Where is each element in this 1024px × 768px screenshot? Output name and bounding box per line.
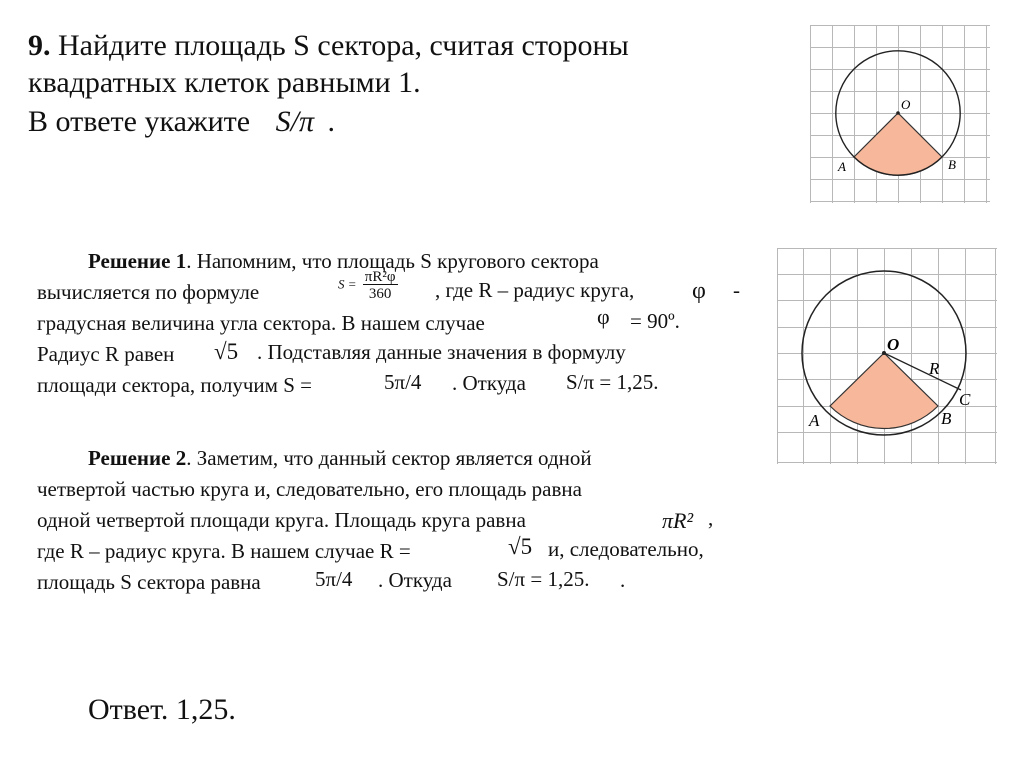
solution2-line3: одной четвертой площади круга. Площадь круга равна (37, 508, 526, 532)
sector-2 (830, 353, 938, 429)
pi-r-squared: πR² (662, 508, 694, 533)
solution1-line5a: площади сектора, получим S = (37, 373, 312, 397)
sector-1 (854, 113, 942, 175)
solution1-line5b: . Откуда (452, 371, 526, 395)
label-a-1: A (838, 159, 846, 174)
problem-instruction: В ответе укажите (28, 105, 251, 138)
solution2-heading: Решение 2 (88, 446, 187, 470)
solution1-value: 5π/4 (384, 370, 422, 394)
solution1-line4b: . Подставляя данные значения в формулу (257, 340, 626, 364)
formula-denominator: 360 (368, 286, 392, 302)
problem-expr: S/π (275, 105, 314, 138)
label-b-1: B (948, 157, 956, 172)
solution2-line5b: . Откуда (378, 568, 452, 592)
sector-area-formula (338, 270, 398, 301)
formula-left: S = (338, 276, 357, 292)
sqrt5-1: √5 (214, 339, 239, 364)
solution1-line3a: градусная величина угла сектора. В нашем случае (37, 311, 485, 335)
solution2-value: 5π/4 (315, 567, 353, 591)
label-o-2: O (887, 335, 900, 354)
label-c: C (959, 390, 971, 409)
solution2-tail: . (620, 568, 626, 592)
solution2-comma: , (708, 506, 714, 530)
problem-text-line2: квадратных клеток равными 1. (28, 66, 421, 99)
problem-text-line3 (28, 105, 335, 139)
label-r: R (929, 359, 940, 378)
label-a-2: A (809, 411, 820, 430)
solution2-line5a: площадь S сектора равна (37, 570, 261, 594)
solution1-heading: Решение 1 (88, 249, 187, 273)
solution2-result: S/π = 1,25. (497, 567, 590, 591)
solution2-line4b: и, следовательно, (548, 537, 704, 561)
solution1-line2b: , где R – радиус круга, (435, 278, 635, 302)
phi-symbol-2: φ (597, 304, 610, 329)
solution2-line2: четвертой частью круга и, следовательно, его площадь равна (37, 477, 582, 501)
grid-1 (810, 25, 990, 203)
solution1-result: S/π = 1,25. (566, 370, 659, 394)
label-o-1: O (901, 97, 911, 112)
answer: Ответ. 1,25. (88, 693, 236, 726)
solution2-line1: . Заметим, что данный сектор является одной (186, 446, 592, 470)
problem-statement (28, 27, 748, 101)
figure-2 (777, 248, 997, 464)
center-point-1 (896, 111, 900, 115)
phi-value: = 90º. (630, 309, 680, 333)
sqrt5-2: √5 (508, 534, 533, 559)
problem-number: 9. (28, 29, 51, 62)
center-point-2 (882, 351, 886, 355)
problem-text-line1: Найдите площадь S сектора, считая стороны (50, 29, 629, 62)
formula-numerator: πR²φ (364, 269, 396, 285)
dash: - (733, 278, 740, 302)
solution1-line1: . Напомним, что площадь S кругового сектора (186, 249, 599, 273)
label-b-2: B (941, 409, 952, 428)
figure-1 (810, 25, 990, 203)
phi-symbol: φ (692, 278, 706, 304)
solution2-line4a: где R – радиус круга. В нашем случае R = (37, 539, 411, 563)
solution1-line4a: Радиус R равен (37, 342, 175, 366)
solution1-line2a: вычисляется по формуле (37, 280, 260, 304)
problem-dot: . (327, 105, 335, 138)
